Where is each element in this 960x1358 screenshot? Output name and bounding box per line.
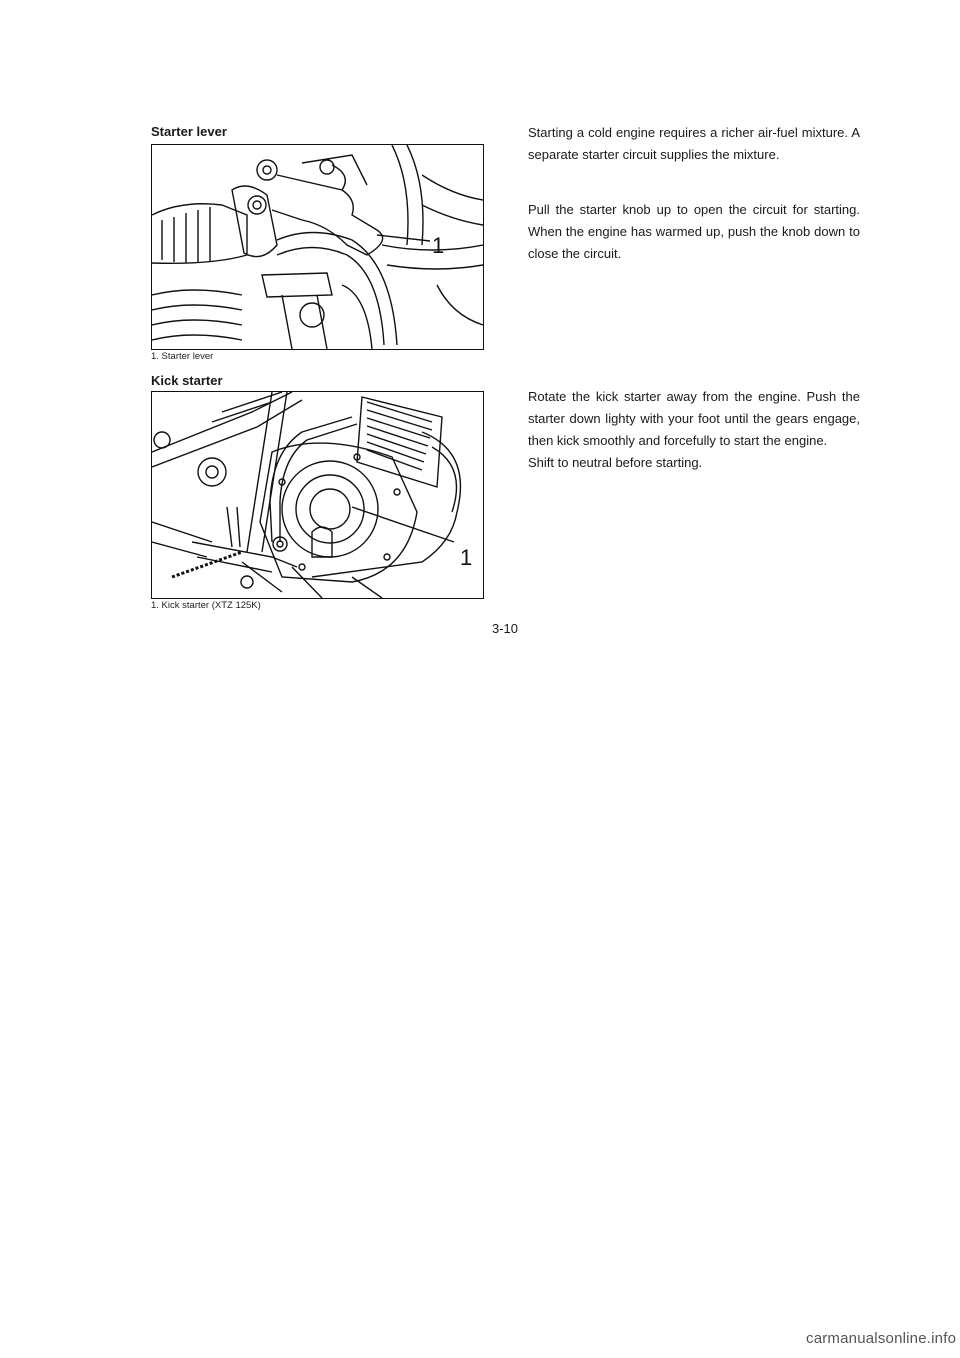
section-heading-starter-lever: Starter lever bbox=[151, 124, 227, 139]
section-heading-kick-starter: Kick starter bbox=[151, 373, 223, 388]
kick-starter-callout: 1 bbox=[460, 545, 473, 570]
starter-lever-caption: 1. Starter lever bbox=[151, 351, 214, 362]
kick-starter-paragraph-1: Rotate the kick starter away from the engine. Push the starter down lighty with your foot until the gears engage, then kick smoothly and forcefully to start the engine. bbox=[528, 389, 860, 448]
watermark-text: carmanualsonline.info bbox=[806, 1330, 957, 1347]
kick-starter-illustration bbox=[151, 391, 484, 599]
kick-starter-drawing bbox=[152, 392, 483, 598]
starter-lever-paragraph-2: Pull the starter knob up to open the circuit for starting. When the engine has warmed up, push the knob down to close the circuit. bbox=[528, 202, 860, 261]
starter-lever-paragraph-1: Starting a cold engine requires a richer air-fuel mixture. A separate starter circuit supplies the mixture. bbox=[528, 125, 860, 162]
kick-starter-paragraph-2: Shift to neutral before starting. bbox=[528, 455, 703, 470]
kick-starter-caption: 1. Kick starter (XTZ 125K) bbox=[151, 600, 261, 611]
page-number: 3-10 bbox=[492, 621, 519, 636]
starter-lever-callout: 1 bbox=[432, 233, 445, 258]
